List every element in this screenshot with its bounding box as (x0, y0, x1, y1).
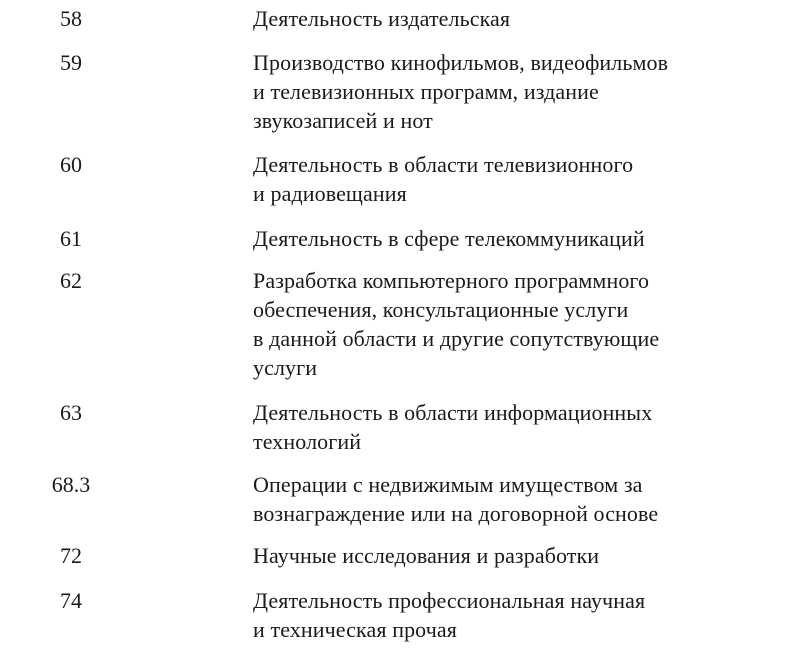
description-line: Деятельность в сфере телекоммуникаций (253, 226, 645, 251)
description-line: вознаграждение или на договорной основе (253, 501, 659, 526)
description-line: Деятельность в области телевизионного (253, 152, 634, 177)
description-line: звукозаписей и нот (253, 108, 433, 133)
activity-description (253, 541, 773, 570)
description-line: услуги (253, 355, 318, 380)
description-line: Разработка компьютерного программного (253, 268, 650, 293)
description-line: Деятельность издательская (253, 6, 511, 31)
activity-description (253, 470, 773, 528)
description-line: и техническая прочая (253, 617, 457, 642)
activity-description (253, 398, 773, 456)
activity-code: 62 (60, 268, 82, 293)
description-line: и радиовещания (253, 181, 407, 206)
activity-description (253, 150, 773, 208)
description-line: Операции с недвижимым имуществом за (253, 472, 643, 497)
activity-code: 60 (60, 152, 82, 177)
description-line: в данной области и другие сопутствующие (253, 326, 660, 351)
activity-code: 72 (60, 543, 82, 568)
activity-description (253, 48, 773, 135)
activity-description (253, 4, 773, 33)
description-line: обеспечения, консультационные услуги (253, 297, 629, 322)
activity-code: 74 (60, 588, 82, 613)
description-line: Производство кинофильмов, видеофильмов (253, 50, 669, 75)
activity-code: 59 (60, 50, 82, 75)
activity-code: 58 (60, 6, 82, 31)
activity-code: 61 (60, 226, 82, 251)
description-line: Научные исследования и разработки (253, 543, 600, 568)
activity-code: 68.3 (51, 472, 91, 497)
description-line: и телевизионных программ, издание (253, 79, 599, 104)
description-line: технологий (253, 429, 362, 454)
description-line: Деятельность профессиональная научная (253, 588, 646, 613)
activity-description (253, 224, 773, 253)
activity-description (253, 586, 773, 644)
description-line: Деятельность в области информационных (253, 400, 653, 425)
activity-code: 63 (60, 400, 82, 425)
activity-description (253, 266, 773, 382)
